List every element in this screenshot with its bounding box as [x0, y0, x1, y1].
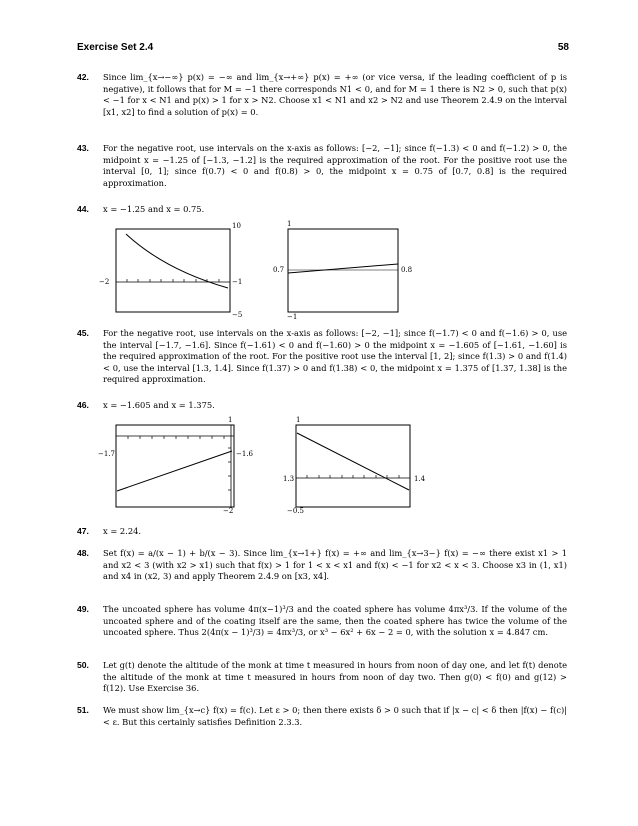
- fig46a-xmin: −1.7: [98, 450, 115, 458]
- problem-46: [77, 400, 567, 412]
- problem-text: Set f(x) = a/(x − 1) + b/(x − 3). Since lim_{x→1+} f(x) = +∞ and lim_{x→3−} f(x) = −∞ there exist x1 > 1 and x2 < 3 (with x2 > x1) such that f(x) > 1 for 1 < x < x1 and f(x) < −1 for x2 < x < 3. Choose x3 in (1, x1) and x4 in (x2, 3) and apply Theorem 2.4.9 on [x3, x4].: [103, 548, 567, 582]
- page-number: 58: [557, 42, 569, 53]
- problem-number: 49.: [77, 604, 89, 614]
- problem-text: For the negative root, use intervals on the x-axis as follows: [−2, −1]; since f(−1.7) < 0 and f(−1.6) > 0, use the interval [−1.7, −1.6]. Since f(−1.61) < 0 and f(−1.60) > 0 the midpoint x = −1.605 of [−1.61, −1.60] is the required approximation of the root. For the positive root use the interval [1, 2]; since f(1.3) > 0 and f(1.4) < 0, use the interval [1.3, 1.4]. Since f(1.37) > 0 and f(1.38) < 0, the midpoint x = 1.375 of [1.37, 1.38] is the required approximation.: [103, 328, 567, 385]
- problem-45: [77, 328, 567, 386]
- problem-text: x = −1.605 and x = 1.375.: [103, 400, 215, 410]
- problem-text: x = 2.24.: [103, 526, 142, 536]
- problem-51: [77, 705, 567, 728]
- problem-text: Since lim_{x→−∞} p(x) = −∞ and lim_{x→+∞} p(x) = +∞ (or vice versa, if the leading coefficient of p is negative), it follows that for M = −1 there corresponds N1 < 0, and for M = 1 there is N2 > 0, such that p(x) < −1 for x < N1 and p(x) > 1 for x > N2. Choose x1 < N1 and x2 > N2 and use Theorem 2.4.9 on the interval [x1, x2] to find a solution of p(x) = 0.: [103, 72, 567, 117]
- fig46b-ymin: −0.5: [287, 507, 304, 515]
- figure-46b: [280, 416, 440, 520]
- fig44a-ymin: −5: [232, 311, 243, 319]
- problem-44: [77, 204, 567, 216]
- problem-42: [77, 72, 567, 118]
- fig44b-ymax: 1: [287, 220, 292, 228]
- fig44a-xmax: −1: [232, 278, 243, 286]
- problem-number: 47.: [77, 526, 89, 536]
- problem-number: 50.: [77, 660, 89, 670]
- header-title: Exercise Set 2.4: [77, 42, 154, 53]
- figure-44a: [95, 220, 245, 324]
- problem-48: [77, 548, 567, 583]
- problem-50: [77, 660, 567, 695]
- problem-number: 42.: [77, 72, 89, 82]
- fig44b-xmax: 0.8: [401, 266, 413, 274]
- problem-number: 43.: [77, 143, 89, 153]
- fig46a-ymin: −2: [223, 507, 234, 515]
- fig44a-ymax: 10: [232, 222, 241, 230]
- fig46b-xmax: 1.4: [414, 475, 426, 483]
- fig46b-ymax: 1: [296, 416, 301, 424]
- problem-43: [77, 143, 567, 189]
- fig46a-ymax: 1: [228, 416, 233, 424]
- problem-text: We must show lim_{x→c} f(x) = f(c). Let ε > 0; then there exists δ > 0 such that if |x − c| < δ then |f(x) − f(c)| < ε. But this certainly satisfies Definition 2.3.3.: [103, 705, 567, 727]
- problem-number: 45.: [77, 328, 89, 338]
- problem-47: [77, 526, 567, 538]
- fig44b-xmin: 0.7: [273, 266, 285, 274]
- problem-text: x = −1.25 and x = 0.75.: [103, 204, 205, 214]
- problem-text: For the negative root, use intervals on the x-axis as follows: [−2, −1]; since f(−1.3) < 0 and f(−1.2) > 0, the midpoint x = −1.25 of [−1.3, −1.2] is the required approximation of the root. For the positive root use the interval [0, 1]; since f(0.7) < 0 and f(0.8) > 0, the midpoint x = 0.75 of [0.7, 0.8] is the required approximation.: [103, 143, 567, 188]
- problem-number: 44.: [77, 204, 89, 214]
- figure-44b: [272, 220, 422, 324]
- fig46a-xmax: −1.6: [236, 450, 253, 458]
- fig44b-ymin: −1: [287, 313, 298, 321]
- problem-text: The uncoated sphere has volume 4π(x−1)³/3 and the coated sphere has volume 4πx³/3. If the volume of the uncoated sphere and of the coating itself are the same, then the coated sphere has twice the volume of the uncoated sphere. Thus 2(4π(x − 1)³/3) = 4πx³/3, or x³ − 6x² + 6x − 2 = 0, with the solution x = 4.847 cm.: [103, 604, 567, 638]
- problem-number: 48.: [77, 548, 89, 558]
- problem-text: Let g(t) denote the altitude of the monk at time t measured in hours from noon of day one, and let f(t) denote the altitude of the monk at time t measured in hours from noon of day two. Then g(0) < f(0) and g(12) > f(12). Use Exercise 36.: [103, 660, 567, 694]
- problem-number: 46.: [77, 400, 89, 410]
- problem-number: 51.: [77, 705, 89, 715]
- problem-49: [77, 604, 567, 639]
- fig46b-xmin: 1.3: [283, 475, 295, 483]
- figure-46a: [95, 416, 255, 520]
- fig44a-xmin: −2: [99, 278, 110, 286]
